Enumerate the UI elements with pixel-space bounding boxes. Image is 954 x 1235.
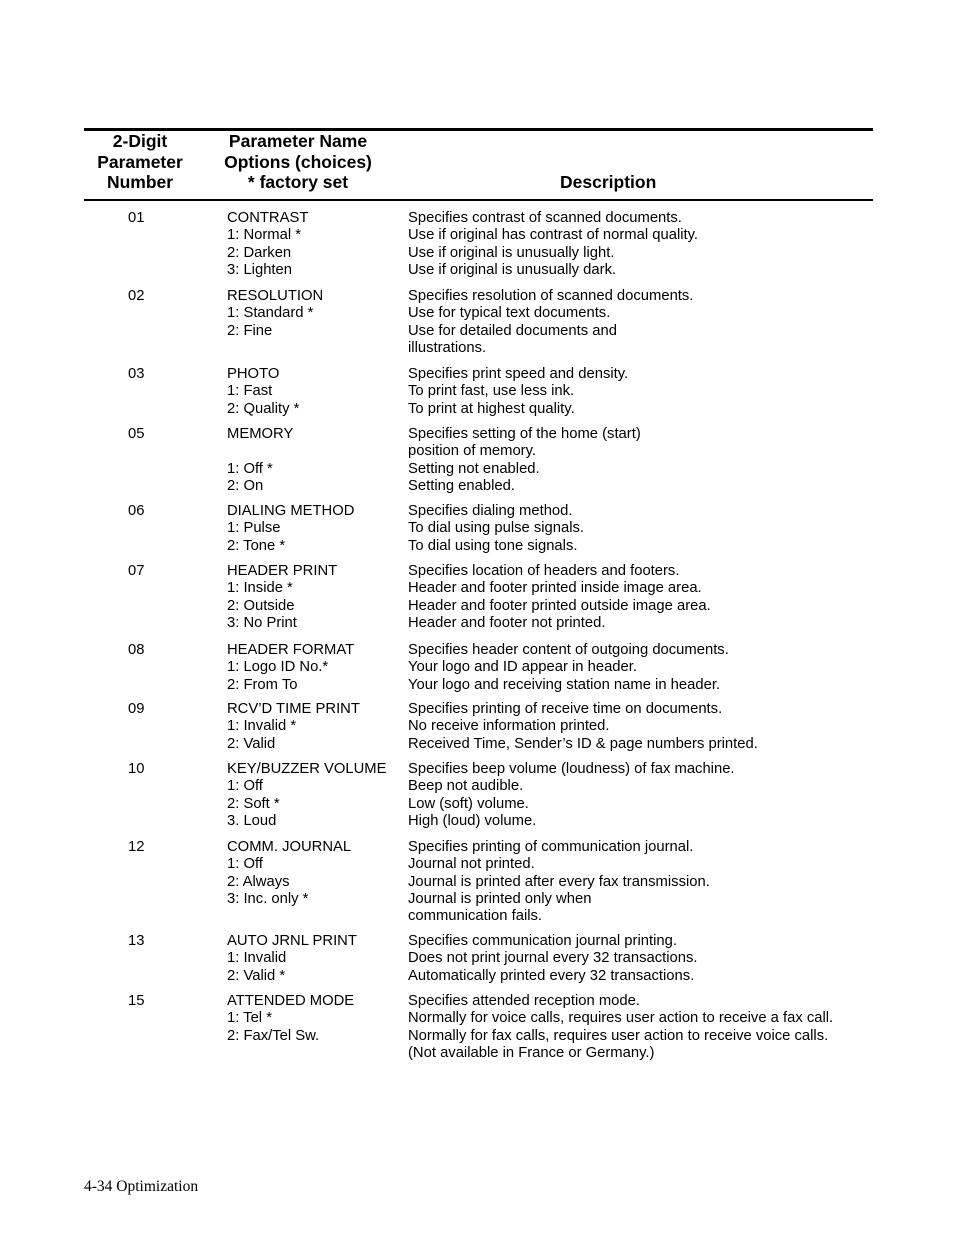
header-line: Parameter (97, 151, 183, 172)
row-parameter-name (227, 366, 299, 418)
parameter-option: 1: Pulse (227, 520, 281, 537)
row-number: 05 (128, 426, 145, 442)
header-line: Number (106, 172, 174, 192)
table-top-rule (84, 128, 873, 131)
row-description (408, 366, 628, 418)
description-line: Header and footer not printed. (408, 614, 606, 631)
description-line: Specifies beep volume (loudness) of fax machine. (408, 761, 735, 777)
page-footer: 4-34 Optimization (84, 1178, 199, 1195)
description-line: illustrations. (408, 339, 487, 356)
description-line: Use if original is unusually dark. (408, 261, 617, 278)
parameter-option: 1: Inside * (227, 580, 293, 597)
table-header-rule (84, 199, 873, 201)
description-line: Specifies dialing method. (408, 503, 573, 519)
parameter-option: 3: No Print (227, 614, 297, 631)
parameter-option: 1: Invalid (227, 950, 287, 967)
row-description (408, 993, 833, 1062)
description-line: Low (soft) volume. (408, 795, 529, 812)
description-line: Automatically printed every 32 transactions. (408, 967, 695, 984)
description-line: Specifies contrast of scanned documents. (408, 210, 682, 226)
description-line: (Not available in France or Germany.) (408, 1044, 655, 1061)
parameter-name: RCV’D TIME PRINT (227, 701, 360, 717)
row-description (408, 426, 641, 495)
description-line: Header and footer printed inside image area. (408, 580, 702, 597)
parameter-option: 2: Fax/Tel Sw. (227, 1027, 320, 1044)
description-line: Specifies printing of communication journal. (408, 839, 694, 855)
description-line: Use if original has contrast of normal quality. (408, 227, 699, 244)
parameter-name: RESOLUTION (227, 288, 324, 304)
row-number: 13 (128, 933, 145, 949)
parameter-name: HEADER PRINT (227, 563, 338, 579)
description-line: Setting enabled. (408, 477, 515, 494)
description-line: Received Time, Sender’s ID & page numbers printed. (408, 735, 758, 752)
header-line: 2-Digit (112, 131, 168, 151)
blank-line (227, 443, 293, 460)
description-line: position of memory. (408, 443, 537, 460)
parameter-option: 1: Off (227, 778, 263, 795)
description-line: Specifies attended reception mode. (408, 993, 640, 1009)
row-description (408, 503, 584, 555)
parameter-option: 3: Inc. only * (227, 890, 309, 907)
description-line: Specifies printing of receive time on documents. (408, 701, 723, 717)
row-parameter-name (227, 642, 354, 694)
row-description (408, 288, 693, 357)
row-number: 07 (128, 563, 145, 579)
description-line: Beep not audible. (408, 778, 524, 795)
row-parameter-name (227, 839, 351, 908)
description-line: Normally for voice calls, requires user action to receive a fax call. (408, 1010, 834, 1027)
header-description: Description (560, 172, 657, 192)
description-line: Journal not printed. (408, 856, 535, 873)
description-line: No receive information printed. (408, 718, 610, 735)
parameter-option: 2: Tone * (227, 537, 286, 554)
parameter-name: KEY/BUZZER VOLUME (227, 761, 387, 777)
row-number: 02 (128, 288, 145, 304)
parameter-option: 1: Off (227, 856, 263, 873)
description-line: Your logo and receiving station name in header. (408, 676, 721, 693)
header-line: * factory set (247, 172, 349, 192)
description-line: Specifies setting of the home (start) (408, 426, 641, 442)
description-line: Use for typical text documents. (408, 305, 611, 322)
row-parameter-name (227, 426, 293, 495)
description-line: To dial using tone signals. (408, 537, 578, 554)
description-line: Normally for fax calls, requires user action to receive voice calls. (408, 1027, 829, 1044)
parameter-option: 1: Fast (227, 383, 273, 400)
parameter-option: 2: Darken (227, 244, 292, 261)
parameter-name: PHOTO (227, 366, 280, 382)
parameter-option: 2: Quality * (227, 400, 300, 417)
parameter-name: MEMORY (227, 426, 294, 442)
row-parameter-name (227, 933, 357, 985)
row-number: 08 (128, 642, 145, 658)
parameter-option: 2: Always (227, 873, 290, 890)
row-description (408, 563, 711, 632)
parameter-name: CONTRAST (227, 210, 309, 226)
parameter-name: AUTO JRNL PRINT (227, 933, 357, 949)
row-number: 09 (128, 701, 145, 717)
description-line: Specifies print speed and density. (408, 366, 629, 382)
header-line: Parameter Name (228, 131, 368, 151)
row-description (408, 210, 698, 279)
description-line: High (loud) volume. (408, 812, 537, 829)
header-parameter-number (84, 131, 196, 193)
parameter-option: 2: Valid (227, 735, 276, 752)
parameter-name: COMM. JOURNAL (227, 839, 352, 855)
header-parameter-name (212, 131, 384, 193)
row-parameter-name (227, 993, 354, 1045)
description-line: Use for detailed documents and (408, 322, 617, 339)
parameter-option: 1: Tel * (227, 1010, 272, 1027)
row-number: 12 (128, 839, 145, 855)
row-parameter-name (227, 288, 323, 340)
parameter-option: 2: Fine (227, 322, 273, 339)
row-parameter-name (227, 210, 308, 279)
parameter-option: 2: On (227, 477, 264, 494)
parameter-name: DIALING METHOD (227, 503, 355, 519)
row-parameter-name (227, 701, 360, 753)
row-parameter-name (227, 563, 337, 632)
parameter-name: ATTENDED MODE (227, 993, 355, 1009)
description-line: To dial using pulse signals. (408, 520, 585, 537)
row-number: 10 (128, 761, 145, 777)
row-number: 06 (128, 503, 145, 519)
parameter-option: 1: Logo ID No.* (227, 659, 329, 676)
row-parameter-name (227, 503, 354, 555)
parameter-option: 1: Standard * (227, 305, 314, 322)
parameter-option: 3. Loud (227, 812, 277, 829)
description-line: Specifies header content of outgoing documents. (408, 642, 729, 658)
row-number: 03 (128, 366, 145, 382)
description-line: Does not print journal every 32 transactions. (408, 950, 698, 967)
row-number: 15 (128, 993, 145, 1009)
description-line: Your logo and ID appear in header. (408, 659, 637, 676)
row-description (408, 933, 698, 985)
description-line: Specifies communication journal printing. (408, 933, 677, 949)
parameter-option: 3: Lighten (227, 261, 292, 278)
description-line: Journal is printed only when (408, 890, 592, 907)
parameter-name: HEADER FORMAT (227, 642, 355, 658)
row-description (408, 642, 729, 694)
description-line: communication fails. (408, 908, 543, 925)
parameter-option: 1: Normal * (227, 227, 302, 244)
parameter-option: 1: Off * (227, 460, 273, 477)
description-line: Use if original is unusually light. (408, 244, 615, 261)
row-description (408, 761, 735, 830)
header-line: Options (choices) (224, 151, 372, 172)
description-line: To print at highest quality. (408, 400, 575, 417)
description-line: Specifies resolution of scanned documents. (408, 288, 694, 304)
description-line: Specifies location of headers and footers. (408, 563, 680, 579)
row-description (408, 701, 758, 753)
parameter-option: 2: Valid * (227, 967, 286, 984)
row-parameter-name (227, 761, 387, 830)
description-line: Header and footer printed outside image area. (408, 597, 711, 614)
description-line: Setting not enabled. (408, 460, 540, 477)
parameter-option: 1: Invalid * (227, 718, 297, 735)
parameter-option: 2: Outside (227, 597, 295, 614)
parameter-option: 2: From To (227, 676, 298, 693)
parameter-option: 2: Soft * (227, 795, 280, 812)
row-number: 01 (128, 210, 145, 226)
description-line: Journal is printed after every fax transmission. (408, 873, 710, 890)
row-description (408, 839, 710, 925)
description-line: To print fast, use less ink. (408, 383, 575, 400)
